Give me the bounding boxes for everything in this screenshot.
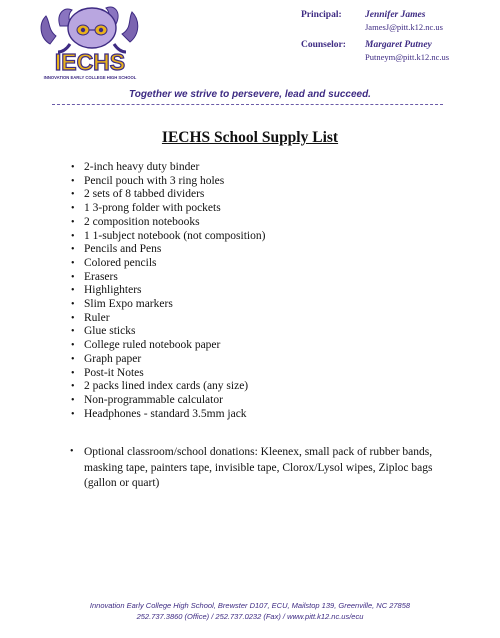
list-item: • College ruled notebook paper <box>84 339 444 353</box>
footer-address: Innovation Early College High School, Brewster D107, ECU, Mailstop 139, Greenville, NC 27858 <box>89 601 411 610</box>
counselor-row <box>301 40 496 70</box>
principal-label: Principal: <box>301 10 342 20</box>
list-item: • Colored pencils <box>84 257 444 271</box>
counselor-label: Counselor: <box>301 40 346 50</box>
list-item: • 1 1-subject notebook (not composition) <box>84 230 444 244</box>
list-item: • 2 composition notebooks <box>84 216 444 230</box>
list-item: • Ruler <box>84 312 444 326</box>
supply-list <box>70 161 444 421</box>
list-item: • Post-it Notes <box>84 367 444 381</box>
principal-email[interactable]: JamesJ@pitt.k12.nc.us <box>365 22 443 32</box>
page-footer <box>0 601 500 622</box>
list-item: • Glue sticks <box>84 325 444 339</box>
optional-donations: Optional classroom/school donations: Kleenex, small pack of rubber bands, masking tape, painters tape, invisible tape, Clorox/Lysol wipes, Ziploc bags (gallon or quart) <box>84 446 433 489</box>
logo-wordmark: IECHS <box>54 49 126 75</box>
principal-row <box>301 10 496 40</box>
list-item: • Graph paper <box>84 353 444 367</box>
list-item: • 1 3-prong folder with pockets <box>84 202 444 216</box>
list-item: • Headphones - standard 3.5mm jack <box>84 408 444 422</box>
principal-name: Jennifer James <box>365 10 426 20</box>
bullet-icon: • <box>70 446 74 457</box>
list-item: • Pencil pouch with 3 ring holes <box>84 175 444 189</box>
page-title: IECHS School Supply List <box>161 129 339 146</box>
list-item: • 2 sets of 8 tabbed dividers <box>84 188 444 202</box>
footer-contact: 252.737.3860 (Office) / 252.737.0232 (Fax) / www.pitt.k12.nc.us/ecu <box>136 611 364 621</box>
list-item: • Non-programmable calculator <box>84 394 444 408</box>
list-item: • Slim Expo markers <box>84 298 444 312</box>
list-item: • 2 packs lined index cards (any size) <box>84 380 444 394</box>
counselor-name: Margaret Putney <box>365 40 432 50</box>
list-item: • Pencils and Pens <box>84 243 444 257</box>
school-logo <box>36 4 144 82</box>
list-item: • Highlighters <box>84 284 444 298</box>
logo-subtext: INNOVATION EARLY COLLEGE HIGH SCHOOL <box>43 75 137 80</box>
header-divider <box>52 104 443 105</box>
school-motto: Together we strive to persevere, lead and succeed. <box>129 89 371 100</box>
counselor-email[interactable]: Putneym@pitt.k12.nc.us <box>365 52 450 62</box>
contacts-block <box>301 10 496 70</box>
list-item: • Erasers <box>84 271 444 285</box>
list-item: • 2-inch heavy duty binder <box>84 161 444 175</box>
